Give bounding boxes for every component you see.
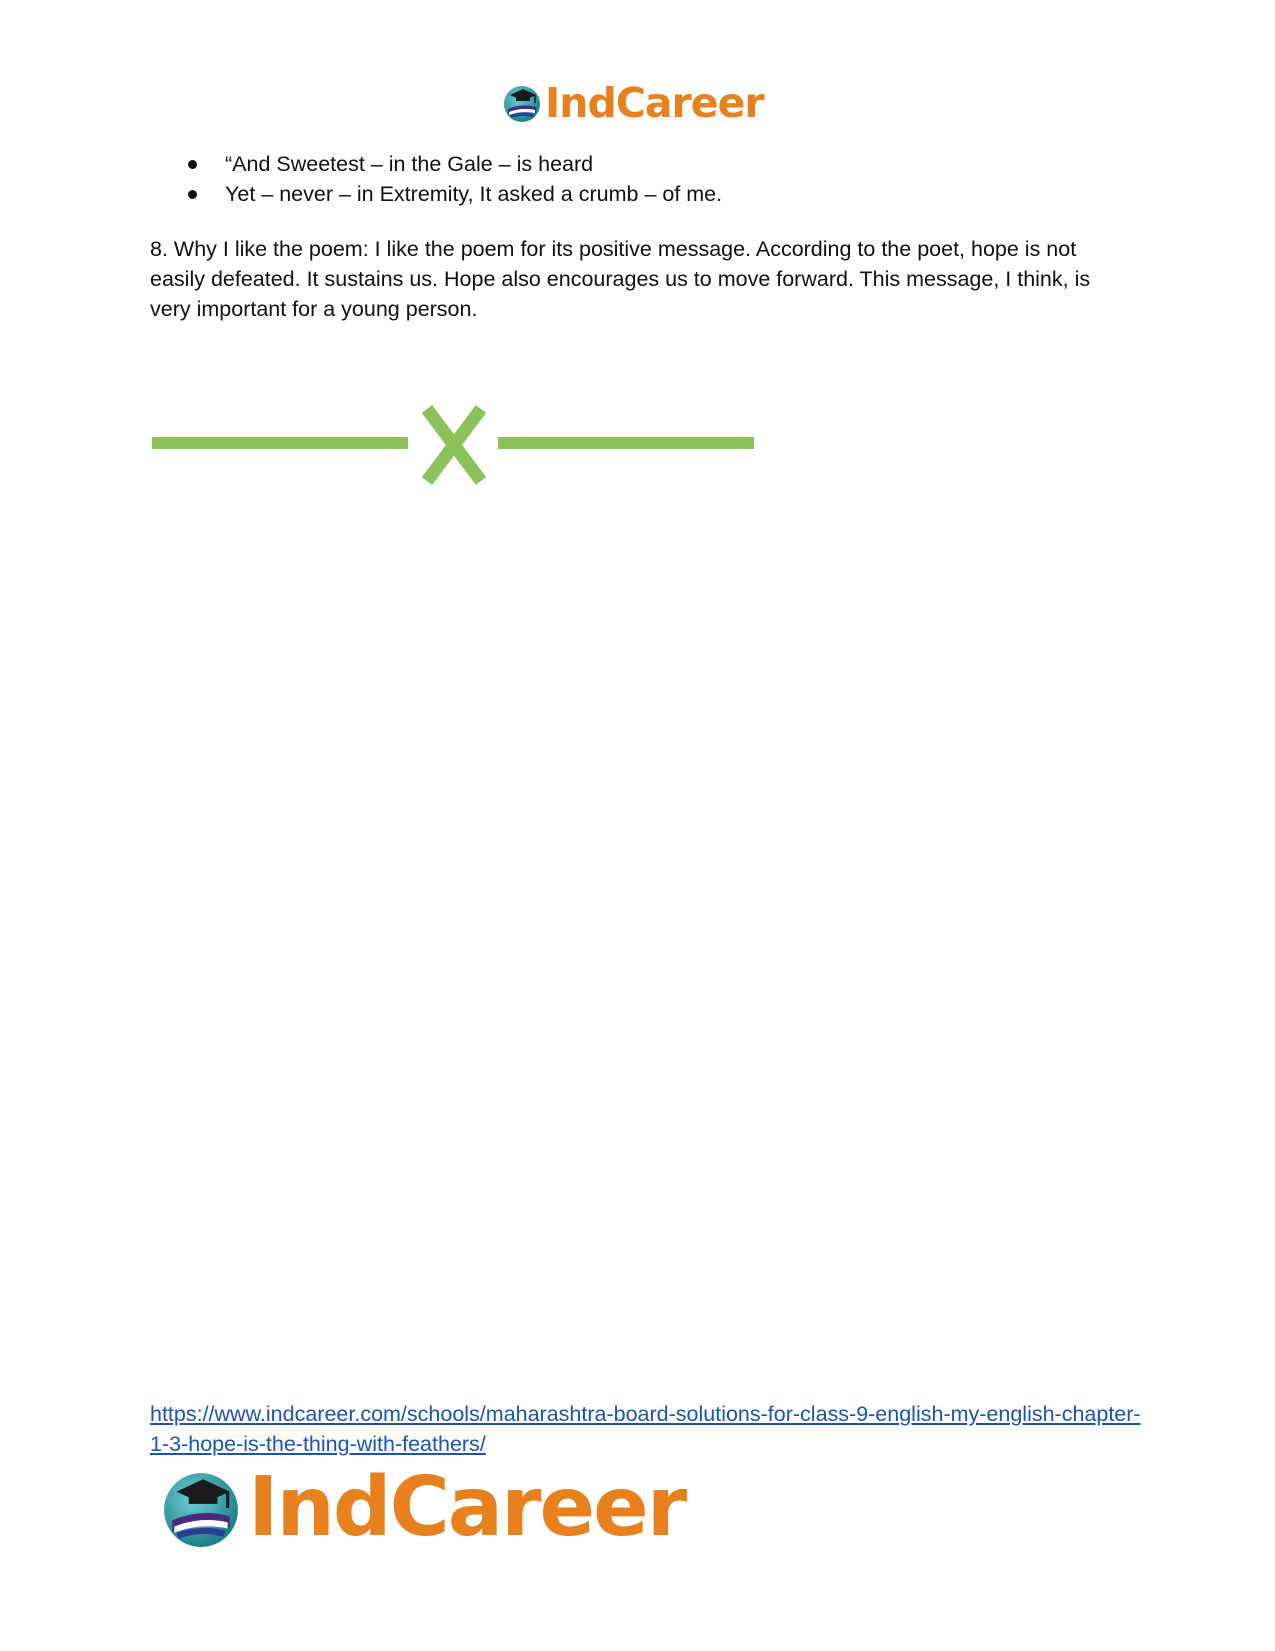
cross-divider-icon: [150, 405, 760, 485]
body-paragraph: 8. Why I like the poem: I like the poem for its positive message. According to the poet, hope is not easily defeated. It sustains us. Hope also encourages us to move forward. This message, I think, is very important for a young person.: [150, 237, 1091, 321]
footer-logo: [160, 1460, 686, 1555]
brand-name: IndCareer: [248, 1460, 686, 1555]
list-item: [188, 179, 722, 209]
header-logo: [502, 78, 764, 128]
graduation-cap-globe-books-icon: [160, 1467, 242, 1549]
list-item: [188, 149, 722, 179]
bullet-icon: [188, 160, 197, 169]
list-item-text: Yet – never – in Extremity, It asked a crumb – of me.: [225, 182, 723, 206]
quote-bullet-list: [188, 149, 722, 209]
list-item-text: “And Sweetest – in the Gale – is heard: [225, 152, 594, 176]
bullet-icon: [188, 190, 197, 199]
brand-name: IndCareer: [545, 78, 764, 127]
source-url-link[interactable]: https://www.indcareer.com/schools/maharashtra-board-solutions-for-class-9-english-my-english-chapter-1-3-hope-is-the-thing-with-feathers/: [150, 1402, 1141, 1456]
graduation-cap-globe-books-icon: [502, 83, 542, 123]
